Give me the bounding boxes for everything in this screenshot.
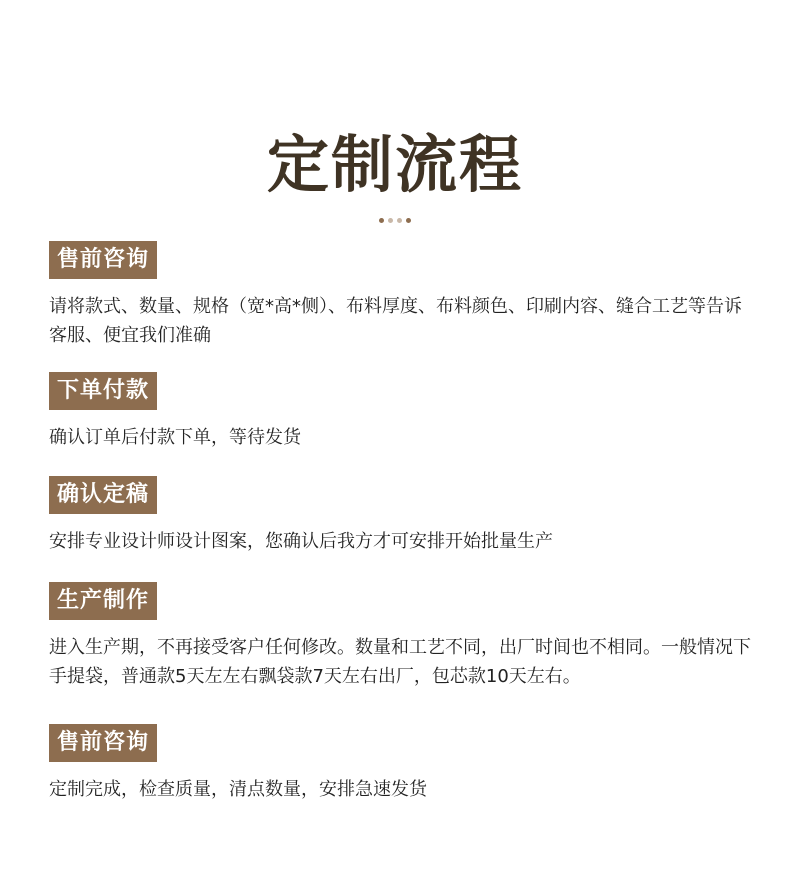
page-title: 定制流程 (266, 128, 523, 201)
step-description: 定制完成，检查质量，清点数量，安排急速发货 (49, 779, 427, 800)
step-production (49, 582, 759, 691)
step-heading: 生产制作 (49, 582, 157, 620)
step-delivery (49, 724, 759, 804)
dot-dark (406, 218, 411, 223)
dot-dark (379, 218, 384, 223)
step-description: 请将款式、数量、规格（宽*高*侧）、布料厚度、布料颜色、印刷内容、缝合工艺等告诉客服、便宜我们准确 (49, 296, 742, 346)
step-order-payment (49, 372, 759, 452)
step-heading: 售前咨询 (49, 724, 157, 762)
decorative-dots (379, 218, 411, 223)
step-heading: 确认定稿 (49, 476, 157, 514)
step-presale-consult (49, 241, 759, 350)
step-description: 确认订单后付款下单，等待发货 (49, 427, 301, 448)
step-heading: 下单付款 (49, 372, 157, 410)
dot-light (397, 218, 402, 223)
dot-light (388, 218, 393, 223)
step-description: 进入生产期，不再接受客户任何修改。数量和工艺不同，出厂时间也不相同。一般情况下手提袋，普通款5天左左右飘袋款7天左右出厂，包芯款10天左右。 (49, 637, 751, 687)
step-heading: 售前咨询 (49, 241, 157, 279)
step-description: 安排专业设计师设计图案，您确认后我方才可安排开始批量生产 (49, 531, 553, 552)
step-confirm-design (49, 476, 759, 556)
